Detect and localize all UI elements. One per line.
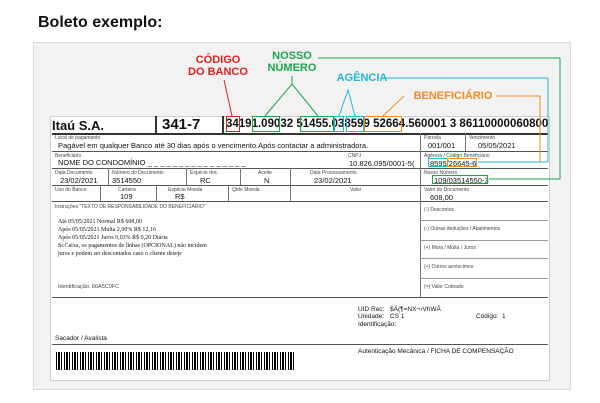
sacador-avalista: Sacador / Avalista <box>55 335 107 342</box>
instrucoes-label: Instruções "TEXTO DE RESPONSABILIDADE DO BENEFICIÁRIO" <box>55 204 206 210</box>
unidade-value: CS 1 <box>390 313 405 320</box>
agencia-value: 8595/26645-6 <box>430 159 477 168</box>
label-beneficiario: BENEFICIÁRIO <box>413 90 493 102</box>
codigo-value: 1 <box>502 313 506 320</box>
connector-codigo-banco <box>224 80 232 116</box>
aceite-label: Aceite <box>258 170 272 176</box>
numero-documento-label: Número do Documento <box>112 170 164 176</box>
digitable-line[interactable]: 34191.09032 51455.038599 52664.560001 3 86110000060800 <box>226 118 549 130</box>
uid-value: $Á(¶=NX¬‹VhWÂ <box>390 306 441 313</box>
side-valor-cobrado: (=) Valor Cobrado <box>424 284 464 290</box>
codigo-label: Código: <box>476 313 499 320</box>
especie-moeda-label: Espécie Moeda <box>168 187 203 193</box>
instrucao-line: Após 05/05/2021 Multa 2,00% R$ 12,16 <box>58 227 156 233</box>
side-descontos: (-) Descontos <box>424 207 455 213</box>
identificacao-code: Identificação: 66A5C0FC <box>58 284 120 290</box>
beneficiario-value: NOME DO CONDOMÍNIO _ _ _ _ _ _ _ _ _ _ _ _ _ _ _ _ <box>58 158 246 167</box>
carteira-label: Carteira <box>118 187 136 193</box>
vencimento-label: Vencimento <box>469 135 496 141</box>
parcela-label: Parcela <box>424 135 441 141</box>
nosso-numero-label: Nosso Número <box>424 170 458 176</box>
data-processamento-label: Data Processamento <box>310 170 357 176</box>
side-deducoes: (-) Outras deduções / Abatimentos <box>424 226 501 232</box>
label-nosso-numero-line2: NÚMERO <box>267 62 317 74</box>
label-codigo-banco-line2: DO BANCO <box>188 66 248 78</box>
especie-moeda-value: R$ <box>175 192 185 201</box>
valor-documento-value: 608,00 <box>430 193 453 202</box>
bank-code: 341-7 <box>162 116 201 133</box>
vencimento-value: 05/05/2021 <box>478 141 516 150</box>
connector-nosso-numero <box>265 84 318 116</box>
side-mora: (+) Mora / Multa / Juros <box>424 245 476 251</box>
connector-beneficiario <box>383 96 404 116</box>
instrucao-line: Após 05/05/2021 Juros 0,03% R$ 0,20 Diária <box>58 235 168 241</box>
unidade-label: Unidade: <box>358 313 385 320</box>
aceite-value: N <box>264 176 270 185</box>
numero-documento-value: 3514550 <box>112 176 142 185</box>
label-codigo-banco-line1: CÓDIGO <box>195 54 241 66</box>
identificacao-label: Identificação: <box>358 321 397 328</box>
page-title: Boleto exemplo: <box>38 14 163 31</box>
instrucao-line: Sr.Caixa, os pagamentos de linhas (OPCIONAL) não incidem <box>58 243 207 249</box>
uid-label: UID Rec: <box>358 306 385 313</box>
cnpj-label: CNPJ <box>348 153 362 159</box>
data-documento-label: Data Documento <box>55 170 93 176</box>
carteira-value: 109 <box>120 192 133 201</box>
autenticacao-mecanica: Autenticação Mecânica / FICHA DE COMPENSAÇÃO <box>358 348 514 355</box>
cnpj-value: 10.826.095/0001-5( <box>349 159 415 168</box>
data-processamento-value: 23/02/2021 <box>314 176 352 185</box>
label-nosso-numero-line1: NOSSO <box>272 50 312 62</box>
local-pagamento-value: Pagável em qualquer Banco até 30 dias após o vencimento.Após contactar a administradora. <box>58 141 369 150</box>
nosso-numero-value: 109/03514550-3 <box>434 176 489 185</box>
especie-doc-label: Espécie doc <box>190 170 218 176</box>
side-acrescimos: (+) Outros acréscimos <box>424 264 474 270</box>
bank-name: Itaú S.A. <box>52 118 105 133</box>
label-agencia: AGÊNCIA <box>336 72 388 84</box>
instrucao-line: Até 05/05/2021 Normal R$ 608,00 <box>58 219 142 225</box>
instrucao-line: juros e podem ser descontados caso o cliente deseje <box>58 251 182 257</box>
uso-banco-label: Uso do Banco <box>55 187 87 193</box>
agencia-label: Agência / Código Beneficiário <box>424 153 490 159</box>
beneficiario-label: Beneficiário <box>55 153 82 159</box>
data-documento-value: 23/02/2021 <box>60 176 98 185</box>
valor-label: Valor <box>350 187 362 193</box>
especie-doc-value: RC <box>200 176 211 185</box>
qtde-moeda-label: Qtde Moeda <box>232 187 260 193</box>
connector-agencia <box>339 90 355 116</box>
local-pagamento-label: Local de pagamento <box>55 135 101 141</box>
parcela-value: 001/001 <box>428 141 456 150</box>
valor-documento-label: Valor do Documento <box>424 187 470 193</box>
